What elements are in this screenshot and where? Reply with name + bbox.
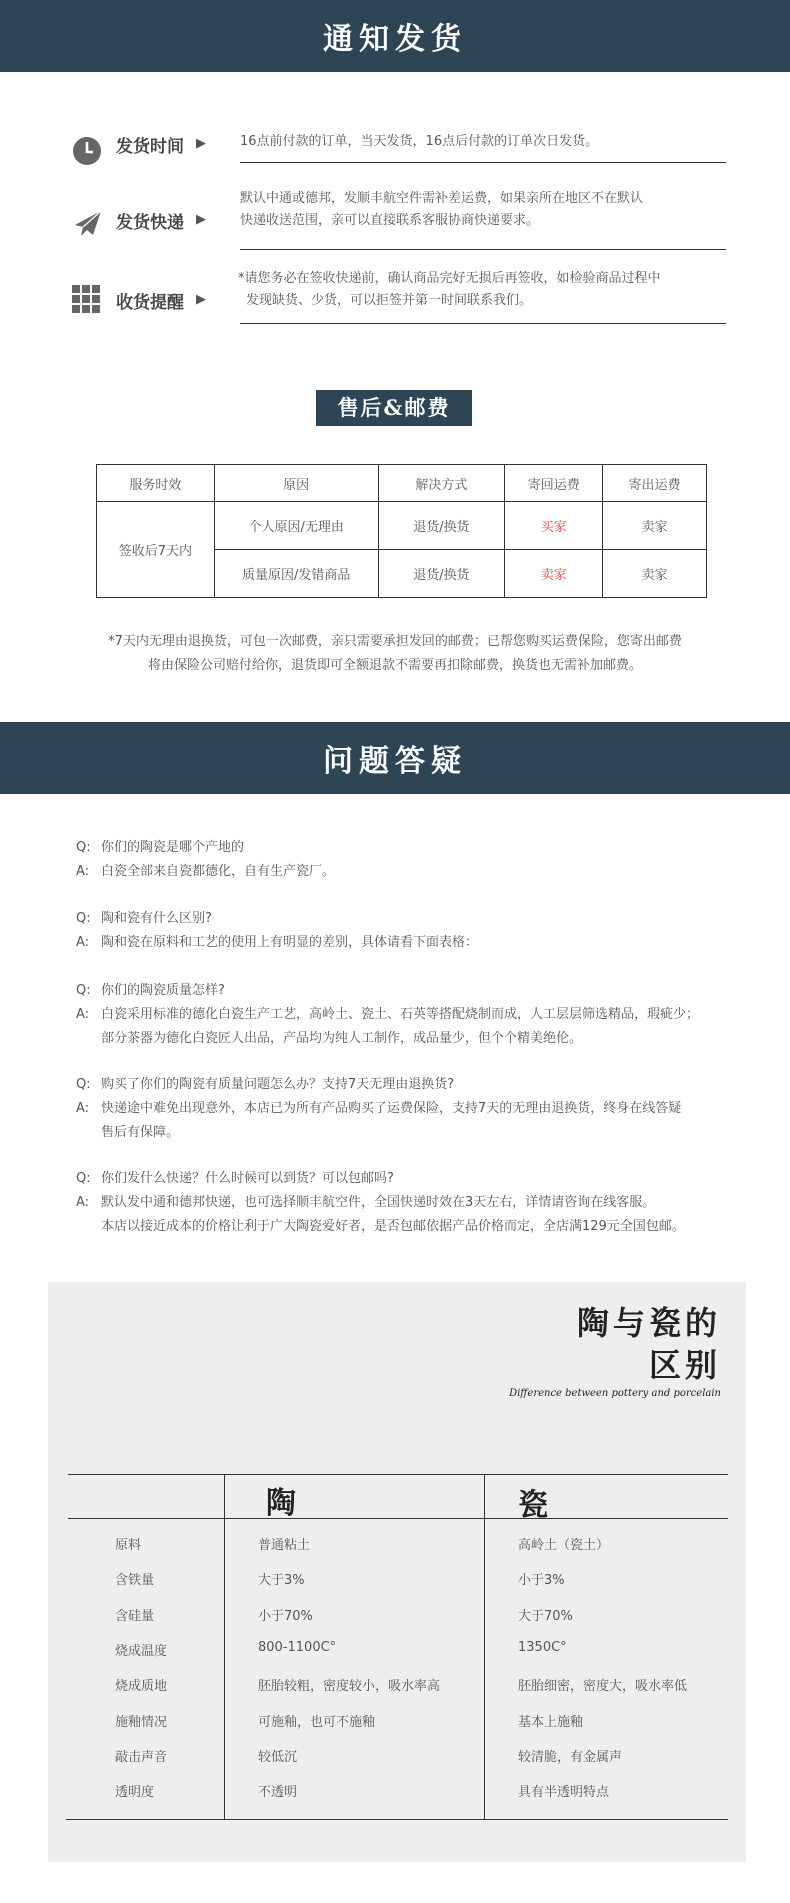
ship-express-line: 快递收送范围，亲可以直接联系客服协商快递要求。 (240, 213, 540, 228)
porcelain-cell: 大于70% (518, 1609, 573, 1624)
attribute-cell: 烧成质地 (115, 1679, 168, 1694)
question: 你们发什么快递？什么时候可以到货？可以包邮吗? (101, 1171, 394, 1186)
porcelain-cell: 基本上施釉 (518, 1715, 584, 1730)
difference-title-line: 区别 (648, 1346, 721, 1384)
porcelain-cell: 胚胎细密，密度大，吸水率低 (518, 1679, 688, 1694)
difference-subtitle: Difference between pottery and porcelain (509, 1388, 721, 1399)
table-cell-period: 签收后7天内 (97, 502, 215, 598)
table-header: 服务时效 (97, 465, 215, 502)
ship-receive-line: 发现缺货、少货，可以拒签并第一时间联系我们。 (246, 293, 533, 308)
ship-time-label: 发货时间 (116, 137, 184, 157)
qa-item (76, 979, 736, 1051)
ship-time-arrow: ▶ (196, 136, 206, 151)
column-divider (224, 1474, 225, 1820)
porcelain-cell: 小于3% (518, 1573, 565, 1588)
ship-receive-line: *请您务必在签收快递前，确认商品完好无损后再签收，如检验商品过程中 (238, 271, 661, 286)
attribute-cell: 敲击声音 (115, 1750, 168, 1765)
a-prefix: A: (76, 1195, 90, 1210)
column-divider (484, 1474, 485, 1820)
table-head-line (68, 1518, 728, 1519)
attribute-cell: 原料 (115, 1538, 142, 1553)
answer: 白瓷全部来自瓷都德化，自有生产瓷厂。 (101, 864, 336, 879)
table-header: 解决方式 (378, 465, 505, 502)
qa-banner (0, 722, 790, 794)
pottery-header: 陶 (266, 1486, 296, 1521)
table-cell: 个人原因/无理由 (214, 502, 378, 550)
table-header: 寄回运费 (505, 465, 603, 502)
divider (240, 162, 726, 163)
qa-item (76, 1073, 736, 1145)
q-prefix: Q: (76, 983, 91, 998)
porcelain-cell: 具有半透明特点 (518, 1785, 610, 1800)
answer: 售后有保障。 (101, 1125, 180, 1140)
question: 你们的陶瓷质量怎样? (101, 983, 225, 998)
service-table (96, 464, 707, 598)
qa-item (76, 907, 736, 955)
aftersale-title: 售后&邮费 (316, 390, 472, 426)
table-header: 寄出运费 (603, 465, 707, 502)
ship-express-label: 发货快递 (116, 213, 184, 233)
ship-receive-text (238, 268, 708, 312)
table-cell: 卖家 (603, 502, 707, 550)
pottery-cell: 大于3% (258, 1573, 305, 1588)
difference-panel (48, 1282, 746, 1862)
table-row (97, 502, 707, 550)
a-prefix: A: (76, 935, 90, 950)
attribute-cell: 含铁量 (115, 1573, 155, 1588)
question: 购买了你们的陶瓷有质量问题怎么办？支持7天无理由退换货? (101, 1077, 455, 1092)
porcelain-cell: 较清脆，有金属声 (518, 1750, 623, 1765)
table-header-row (97, 465, 707, 502)
answer: 白瓷采用标准的德化白瓷生产工艺，高岭土、瓷土、石英等搭配烧制而成，人工层层筛选精品，瑕疵少； (101, 1007, 700, 1022)
q-prefix: Q: (76, 1077, 91, 1092)
pottery-cell: 800-1100C° (258, 1640, 337, 1655)
q-prefix: Q: (76, 840, 91, 855)
ship-express-line: 默认中通或德邦，发顺丰航空件需补差运费，如果亲所在地区不在默认 (240, 191, 644, 206)
q-prefix: Q: (76, 911, 91, 926)
note-line: *7天内无理由退换货，可包一次邮费，亲只需要承担发回的邮费；已帮您购买运费保险，您寄出邮费 (108, 634, 682, 649)
question: 你们的陶瓷是哪个产地的 (101, 840, 245, 855)
table-cell: 质量原因/发错商品 (214, 550, 378, 598)
divider (240, 249, 726, 250)
attribute-cell: 烧成温度 (115, 1644, 168, 1659)
ship-receive-label: 收货提醒 (116, 293, 184, 313)
table-cell: 退货/换货 (378, 502, 505, 550)
pottery-cell: 普通粘土 (258, 1538, 311, 1553)
clock-icon (72, 136, 102, 166)
note-line: 将由保险公司赔付给你，退货即可全额退款不需要再扣除邮费，换货也无需补加邮费。 (147, 658, 642, 673)
pottery-cell: 不透明 (258, 1785, 298, 1800)
a-prefix: A: (76, 1101, 90, 1116)
grid-icon (72, 285, 100, 313)
answer: 快递途中难免出现意外，本店已为所有产品购买了运费保险，支持7天的无理由退换货，终身在线答疑 (101, 1101, 682, 1116)
pottery-cell: 可施釉，也可不施釉 (258, 1715, 376, 1730)
answer: 部分茶器为德化白瓷匠人出品，产品均为纯人工制作，成品量少，但个个精美绝伦。 (101, 1031, 583, 1046)
q-prefix: Q: (76, 1171, 91, 1186)
attribute-cell: 含硅量 (115, 1609, 155, 1624)
attribute-cell: 透明度 (115, 1785, 155, 1800)
pottery-cell: 胚胎较粗，密度较小，吸水率高 (258, 1679, 441, 1694)
table-cell: 退货/换货 (378, 550, 505, 598)
table-bottom-line (66, 1819, 728, 1820)
answer: 默认发中通和德邦快递，也可选择顺丰航空件，全国快递时效在3天左右，详情请咨询在线客服。 (101, 1195, 656, 1210)
porcelain-cell: 1350C° (518, 1640, 567, 1655)
pottery-cell: 较低沉 (258, 1750, 298, 1765)
question: 陶和瓷有什么区别? (101, 911, 212, 926)
attribute-cell: 施釉情况 (115, 1715, 168, 1730)
table-cell-return-fee: 卖家 (505, 550, 603, 598)
table-header: 原因 (214, 465, 378, 502)
qa-title: 问题答疑 (323, 744, 467, 779)
pottery-cell: 小于70% (258, 1609, 313, 1624)
table-cell: 卖家 (603, 550, 707, 598)
a-prefix: A: (76, 1007, 90, 1022)
notify-banner (0, 0, 790, 72)
table-top-line (68, 1474, 728, 1475)
ship-time-line: 16点前付款的订单，当天发货，16点后付款的订单次日发货。 (240, 134, 599, 149)
difference-title-line: 陶与瓷的 (576, 1304, 721, 1342)
answer: 陶和瓷在原料和工艺的使用上有明显的差别，具体请看下面表格： (101, 935, 479, 950)
airplane-icon (72, 208, 104, 240)
answer: 本店以接近成本的价格让利于广大陶瓷爱好者，是否包邮依据产品价格而定，全店满129元全国包邮。 (101, 1219, 685, 1234)
qa-item (76, 836, 736, 884)
ship-receive-arrow: ▶ (196, 292, 206, 307)
porcelain-cell: 高岭土（瓷土） (518, 1538, 610, 1553)
a-prefix: A: (76, 864, 90, 879)
difference-title (577, 1302, 721, 1386)
ship-express-text (240, 188, 710, 232)
notify-title: 通知发货 (323, 22, 467, 57)
table-cell-return-fee: 买家 (505, 502, 603, 550)
ship-time-text (240, 131, 710, 153)
postage-note (80, 630, 710, 678)
porcelain-header: 瓷 (518, 1488, 548, 1523)
divider (240, 323, 726, 324)
ship-express-arrow: ▶ (196, 212, 206, 227)
qa-item (76, 1167, 736, 1239)
